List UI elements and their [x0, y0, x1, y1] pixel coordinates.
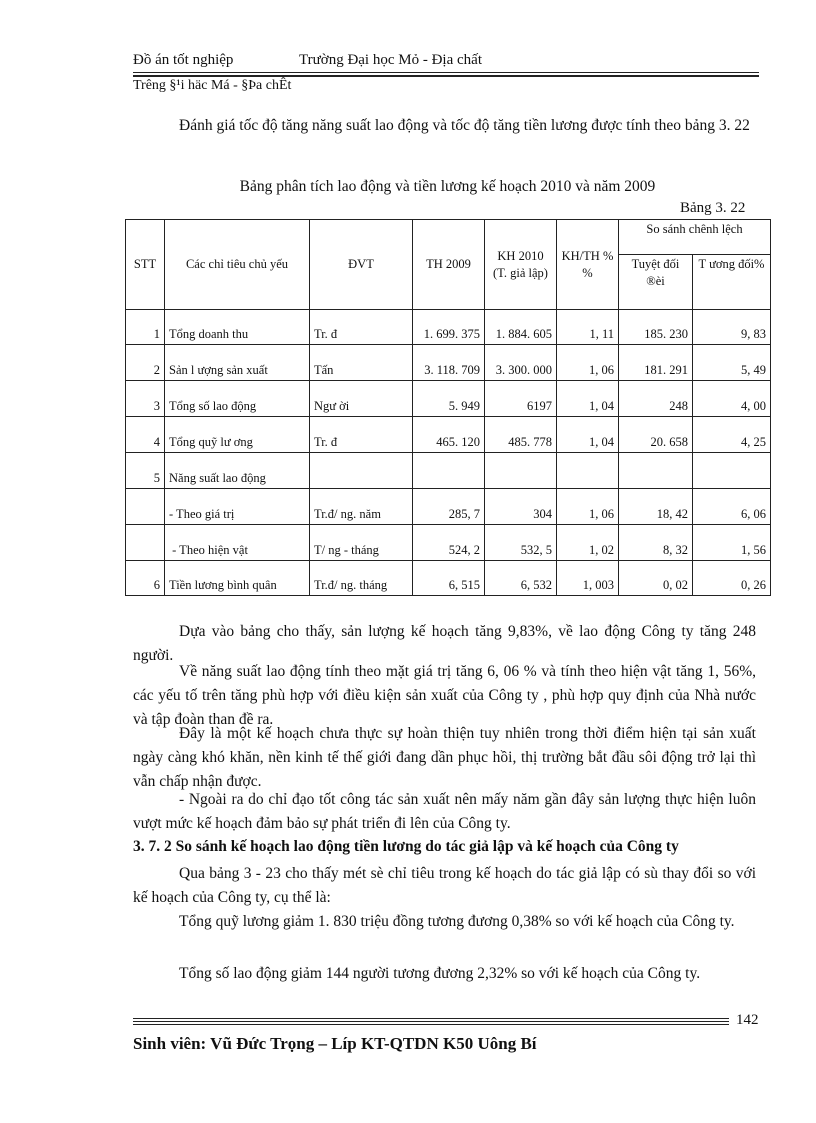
cell-unit: Tấn — [310, 345, 413, 381]
cell-ratio: 1, 11 — [557, 310, 619, 345]
analysis-table — [125, 219, 771, 596]
cell-unit: Tr. đ — [310, 310, 413, 345]
cell-th: 285, 7 — [413, 489, 485, 525]
cell-ratio: 1, 04 — [557, 417, 619, 453]
header-left: Đồ án tốt nghiệp — [133, 52, 234, 68]
cell-name: Sản l ượng sản xuất — [165, 345, 310, 381]
cell-th: 524, 2 — [413, 525, 485, 561]
cell-th: 1. 699. 375 — [413, 310, 485, 345]
paragraph-1: Dựa vào bảng cho thấy, sản lượng kế hoạch tăng 9,83%, về lao động Công ty tăng 248 người. — [133, 623, 756, 664]
table-title: Bảng phân tích lao động và tiền lương kế hoạch 2010 và năm 2009 — [239, 178, 656, 195]
paragraph-3: Đây là một kế hoạch chưa thực sự hoàn thiện tuy nhiên trong thời điểm hiện tại sản xuất ngày càng khó khăn, nền kinh tế thế giới đang dần phục hồi, thị trường bắt đầu sôi động trở lại thì vẫn chấp nhận được. — [133, 725, 756, 790]
cell-abs: 185. 230 — [619, 310, 693, 345]
table-row — [126, 345, 771, 381]
cell-rel: 5, 49 — [693, 345, 771, 381]
cell-unit: Tr.đ/ ng. tháng — [310, 561, 413, 596]
header-relative: T ương đối% — [693, 255, 771, 310]
cell-rel: 0, 26 — [693, 561, 771, 596]
cell-rel: 6, 06 — [693, 489, 771, 525]
cell-kh: 6197 — [485, 381, 557, 417]
cell-unit: Tr.đ/ ng. năm — [310, 489, 413, 525]
cell-stt — [126, 489, 165, 525]
footer-student: Sinh viên: Vũ Đức Trọng – Líp KT-QTDN K50 Uông Bí — [133, 1034, 537, 1053]
header-criteria: Các chỉ tiêu chủ yếu — [165, 220, 310, 310]
table-row — [126, 525, 771, 561]
header-absolute: Tuyệt đối ®èi — [619, 255, 693, 310]
cell-unit: Tr. đ — [310, 417, 413, 453]
header-center: Trường Đại học Mỏ - Địa chất — [299, 52, 482, 68]
table-row — [126, 417, 771, 453]
cell-kh: 304 — [485, 489, 557, 525]
section-heading: 3. 7. 2 So sánh kế hoạch lao động tiền lương do tác giả lập và kế hoạch của Công ty — [133, 838, 679, 855]
table-row — [126, 310, 771, 345]
header-rule — [133, 72, 759, 73]
cell-th: 6, 515 — [413, 561, 485, 596]
cell-stt: 6 — [126, 561, 165, 596]
cell-th: 5. 949 — [413, 381, 485, 417]
cell-kh — [485, 453, 557, 489]
cell-rel: 4, 25 — [693, 417, 771, 453]
cell-th: 465. 120 — [413, 417, 485, 453]
footer-rule — [133, 1024, 729, 1025]
cell-name: Tổng doanh thu — [165, 310, 310, 345]
page-number: 142 — [736, 1012, 759, 1028]
cell-ratio: 1, 04 — [557, 381, 619, 417]
paragraph-7: Tổng số lao động giảm 144 người tương đương 2,32% so với kế hoạch của Công ty. — [179, 965, 701, 982]
cell-rel: 9, 83 — [693, 310, 771, 345]
cell-unit: T/ ng - tháng — [310, 525, 413, 561]
cell-abs: 0, 02 — [619, 561, 693, 596]
cell-name: Tổng số lao động — [165, 381, 310, 417]
cell-name: - Theo hiện vật — [165, 525, 310, 561]
header-stt: STT — [126, 220, 165, 310]
cell-abs — [619, 453, 693, 489]
header-unit: ĐVT — [310, 220, 413, 310]
cell-unit: Ngư ời — [310, 381, 413, 417]
header-th2009: TH 2009 — [413, 220, 485, 310]
cell-stt: 3 — [126, 381, 165, 417]
cell-name: Tiền lương bình quân — [165, 561, 310, 596]
cell-abs: 18, 42 — [619, 489, 693, 525]
paragraph-2: Về năng suất lao động tính theo mặt giá trị tăng 6, 06 % và tính theo hiện vật tăng 1, 56%, các yếu tố trên tăng phù hợp với điều kiện sản xuất của Công ty , phù hợp quy định của Nhà nước và tập đoàn than đề ra. — [133, 663, 756, 728]
cell-kh: 1. 884. 605 — [485, 310, 557, 345]
header-khth: KH/TH % % — [557, 220, 619, 310]
intro-paragraph: Đánh giá tốc độ tăng năng suất lao động và tốc độ tăng tiền lương được tính theo bảng 3. 22 — [179, 117, 750, 134]
cell-rel: 1, 56 — [693, 525, 771, 561]
header-sub: Trêng §¹i häc Má - §Þa chÊt — [133, 78, 292, 93]
cell-th: 3. 118. 709 — [413, 345, 485, 381]
cell-ratio — [557, 453, 619, 489]
cell-name: - Theo giá trị — [165, 489, 310, 525]
cell-stt — [126, 525, 165, 561]
cell-stt: 5 — [126, 453, 165, 489]
cell-ratio: 1, 06 — [557, 345, 619, 381]
paragraph-4: - Ngoài ra do chỉ đạo tốt công tác sản xuất nên mấy năm gần đây sản lượng thực hiện luôn vượt mức kế hoạch đảm bảo sự phát triển đi lên của Công ty. — [133, 791, 756, 832]
cell-ratio: 1, 02 — [557, 525, 619, 561]
footer-rule — [133, 1018, 729, 1019]
cell-kh: 6, 532 — [485, 561, 557, 596]
table-row — [126, 381, 771, 417]
header-kh2010: KH 2010 (T. giả lập) — [485, 220, 557, 310]
cell-name: Năng suất lao động — [165, 453, 310, 489]
cell-abs: 248 — [619, 381, 693, 417]
cell-rel — [693, 453, 771, 489]
cell-ratio: 1, 06 — [557, 489, 619, 525]
cell-ratio: 1, 003 — [557, 561, 619, 596]
cell-abs: 181. 291 — [619, 345, 693, 381]
cell-stt: 2 — [126, 345, 165, 381]
cell-kh: 3. 300. 000 — [485, 345, 557, 381]
table-row — [126, 453, 771, 489]
table-row — [126, 489, 771, 525]
header-rule-thick — [133, 75, 759, 77]
cell-name: Tổng quỹ lư ơng — [165, 417, 310, 453]
paragraph-6: Tổng quỹ lương giảm 1. 830 triệu đồng tương đương 0,38% so với kế hoạch của Công ty. — [179, 913, 735, 930]
footer-rule — [133, 1021, 729, 1022]
table-ref: Bảng 3. 22 — [680, 200, 746, 216]
cell-kh: 485. 778 — [485, 417, 557, 453]
cell-unit — [310, 453, 413, 489]
cell-rel: 4, 00 — [693, 381, 771, 417]
cell-abs: 8, 32 — [619, 525, 693, 561]
table-row — [126, 561, 771, 596]
header-compare: So sánh chênh lệch — [619, 220, 771, 255]
cell-th — [413, 453, 485, 489]
paragraph-5: Qua bảng 3 - 23 cho thấy mét sè chỉ tiêu trong kế hoạch do tác giả lập có sù thay đổi so với kế hoạch của Công ty, cụ thể là: — [133, 865, 756, 906]
cell-abs: 20. 658 — [619, 417, 693, 453]
cell-kh: 532, 5 — [485, 525, 557, 561]
cell-stt: 1 — [126, 310, 165, 345]
cell-stt: 4 — [126, 417, 165, 453]
